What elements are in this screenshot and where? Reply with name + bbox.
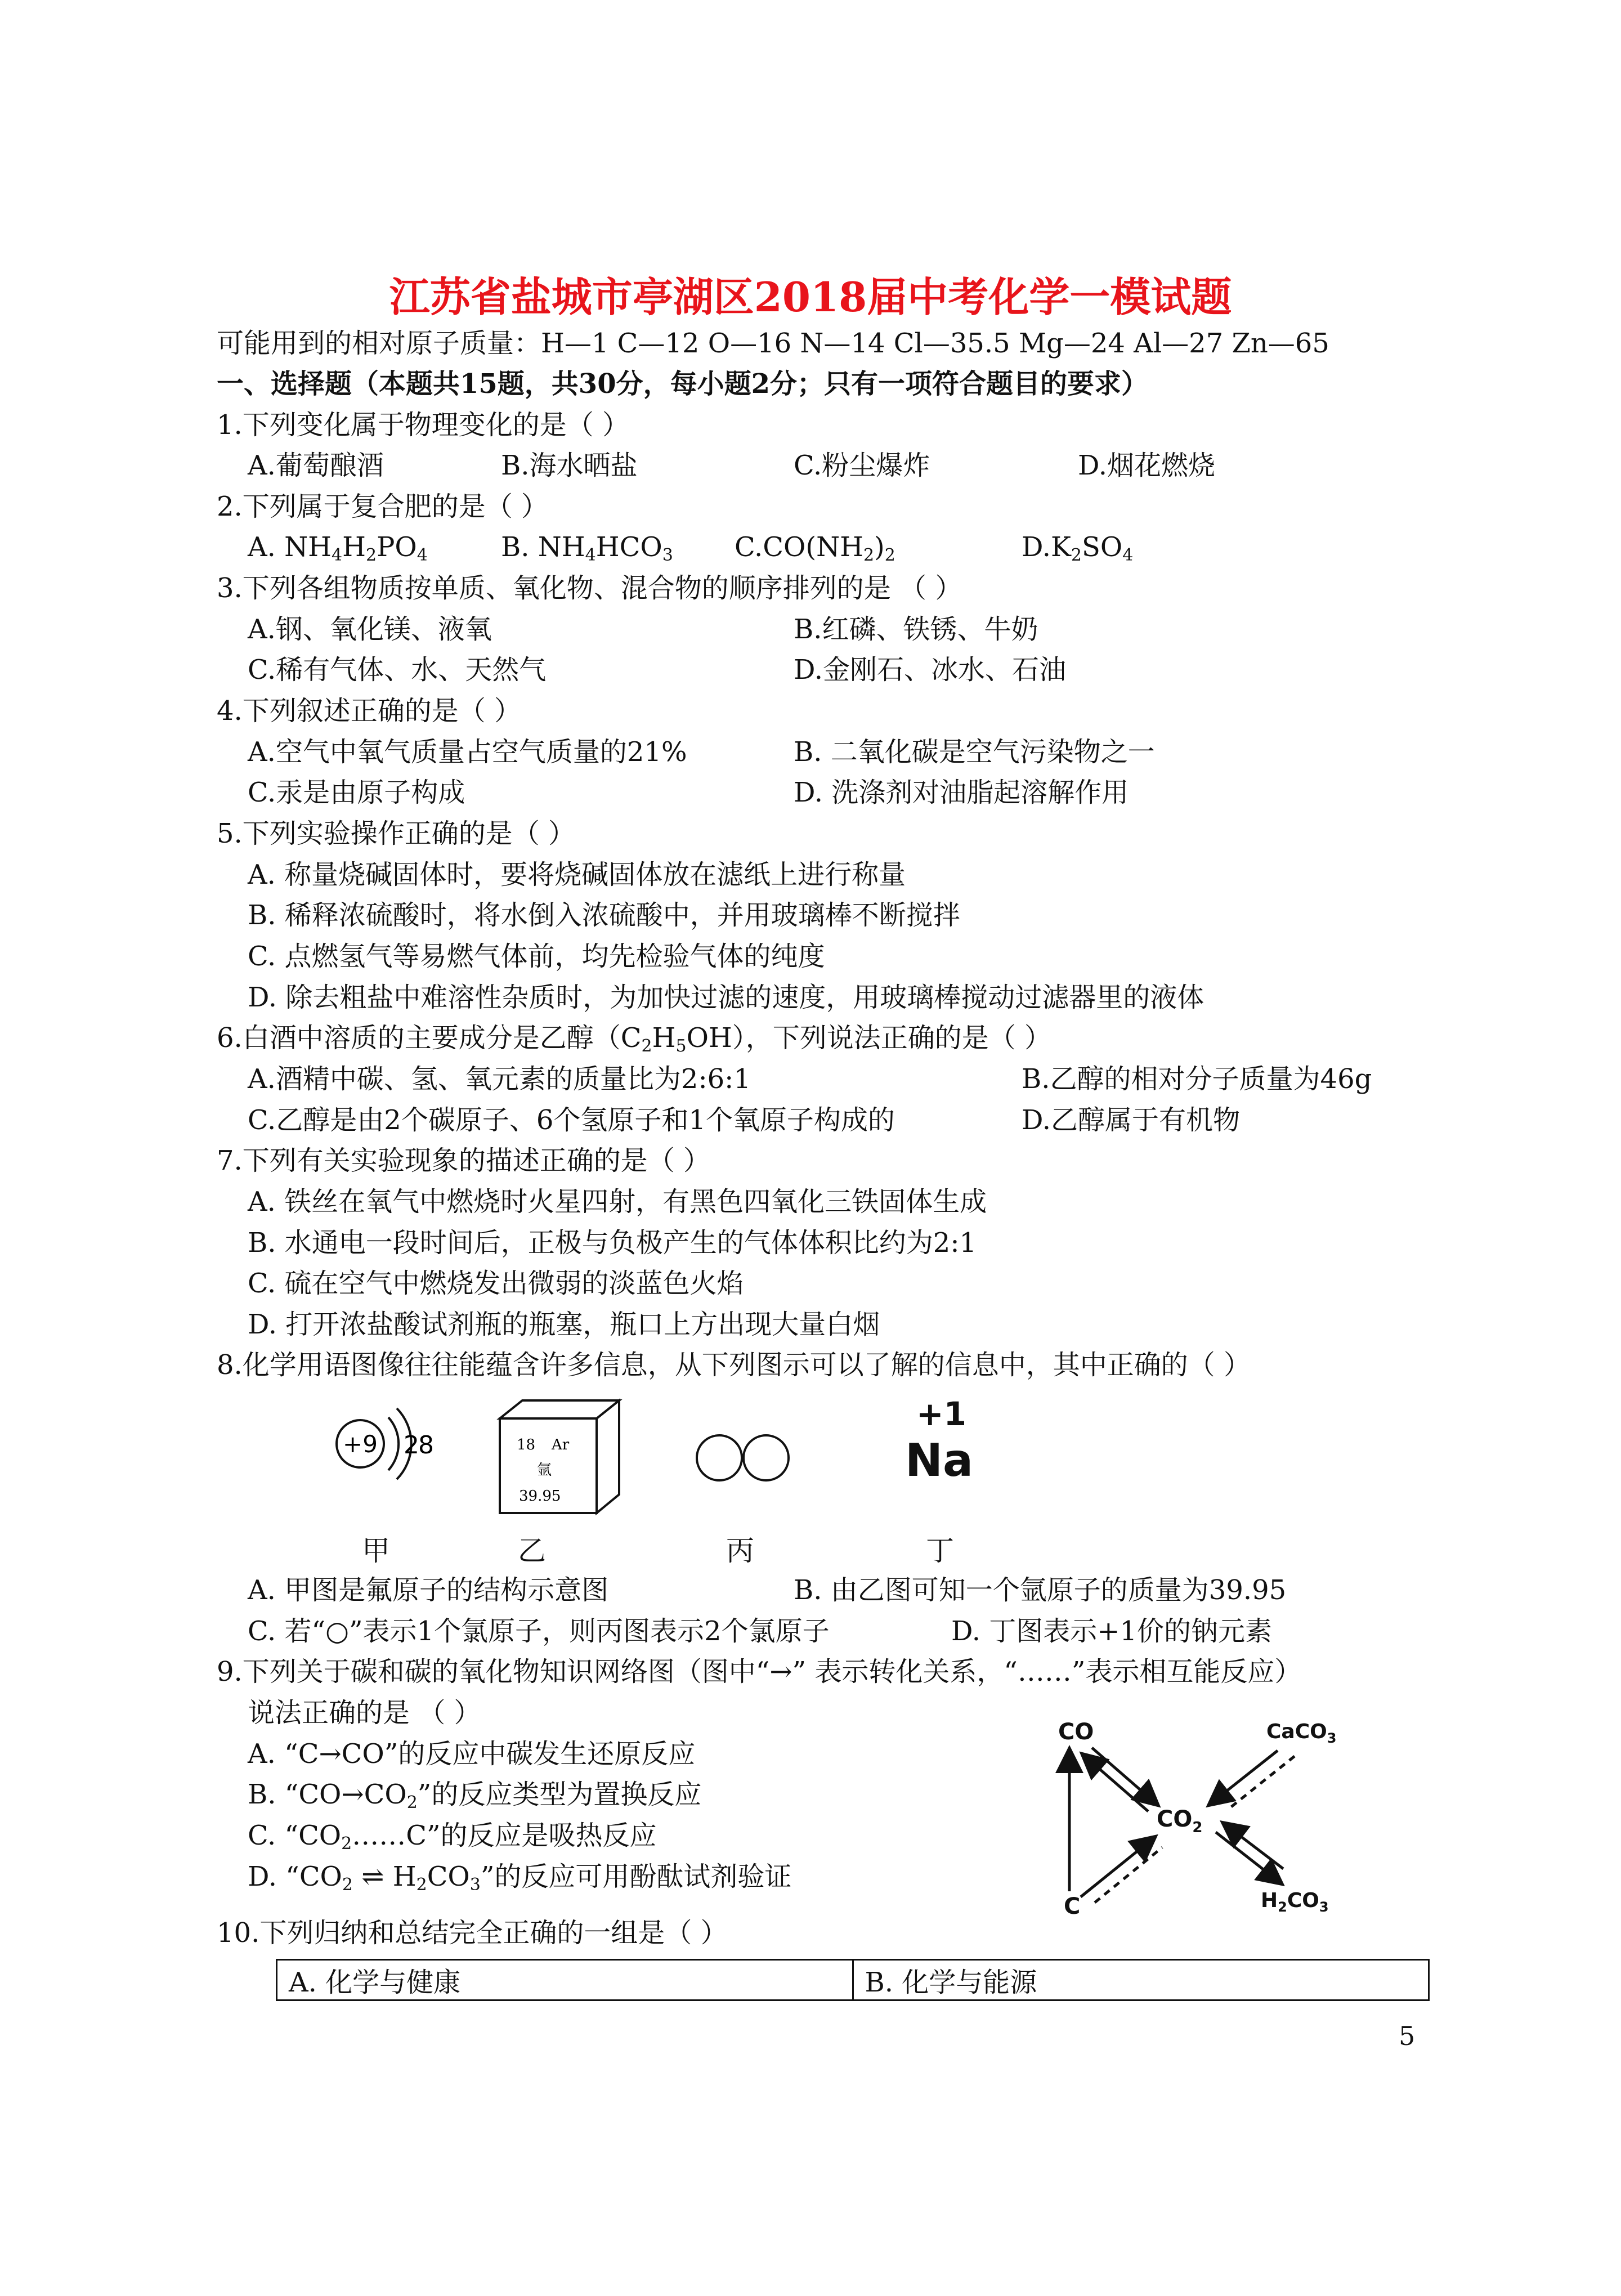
node-co: CO xyxy=(1058,1719,1094,1745)
q4-option-b: B. 二氧化碳是空气污染物之一 xyxy=(794,736,1155,768)
nucleus-charge: +9 xyxy=(343,1430,378,1458)
node-c: C xyxy=(1064,1894,1081,1919)
q4-option-a: A.空气中氧气质量占空气质量的21% xyxy=(248,736,687,768)
q1-option-b: B.海水晒盐 xyxy=(501,450,638,481)
caption-bing: 丙 xyxy=(726,1534,754,1567)
atomic-masses: 可能用到的相对原子质量：H—1 C—12 O—16 N—14 Cl—35.5 Mg—24 Al—27 Zn—65 xyxy=(217,328,1329,359)
electron-shell-1 xyxy=(388,1417,398,1470)
q3-option-d: D.金刚石、冰水、石油 xyxy=(794,654,1067,686)
node-co2: $CO_2$ xyxy=(1157,1806,1203,1836)
two-atoms-figure xyxy=(695,1430,794,1486)
q4-stem: 4.下列叙述正确的是（ ） xyxy=(217,695,522,727)
q10-table xyxy=(276,1959,1430,2001)
q7-option-c: C. 硫在空气中燃烧发出微弱的淡蓝色火焰 xyxy=(248,1268,744,1299)
q9-option-c: C. “$CO_2\dots\dots C$”的反应是吸热反应 xyxy=(248,1820,657,1854)
q6-option-a: A.酒精中碳、氢、氧元素的质量比为2:6:1 xyxy=(248,1063,751,1095)
q1-option-d: D.烟花燃烧 xyxy=(1078,450,1216,481)
electron-counts: 2 8 xyxy=(404,1431,429,1460)
q7-option-a: A. 铁丝在氧气中燃烧时火星四射，有黑色四氧化三铁固体生成 xyxy=(248,1186,987,1218)
q5-option-c: C. 点燃氢气等易燃气体前，均先检验气体的纯度 xyxy=(248,941,825,972)
q7-stem: 7.下列有关实验现象的描述正确的是（ ） xyxy=(217,1145,711,1176)
caption-jia: 甲 xyxy=(362,1534,390,1567)
q1-option-a: A.葡萄酿酒 xyxy=(248,450,384,481)
sodium-charge: +1 xyxy=(916,1395,966,1433)
q5-stem: 5.下列实验操作正确的是（ ） xyxy=(217,818,576,849)
caption-yi: 乙 xyxy=(518,1534,546,1567)
q10-stem: 10.下列归纳和总结完全正确的一组是（ ） xyxy=(217,1917,728,1949)
q8-option-a: A. 甲图是氟原子的结构示意图 xyxy=(248,1574,609,1606)
carbon-network-diagram xyxy=(1047,1711,1385,1925)
q5-option-a: A. 称量烧碱固体时，要将烧碱固体放在滤纸上进行称量 xyxy=(248,859,906,890)
q8-option-b: B. 由乙图可知一个氩原子的质量为39.95 xyxy=(794,1574,1287,1606)
q8-option-d: D. 丁图表示+1价的钠元素 xyxy=(951,1615,1273,1647)
q6-option-b: B.乙醇的相对分子质量为46g xyxy=(1022,1063,1372,1095)
element-symbol: Ar xyxy=(552,1436,570,1453)
q2-option-c: $C.CO(NH_2)_2$ xyxy=(735,531,895,565)
q5-option-b: B. 稀释浓硫酸时，将水倒入浓硫酸中，并用玻璃棒不断搅拌 xyxy=(248,899,960,931)
q6-option-c: C.乙醇是由2个碳原子、6个氢原子和1个氧原子构成的 xyxy=(248,1104,895,1136)
section-heading: 一、选择题（本题共15题，共30分，每小题2分；只有一项符合题目的要求） xyxy=(217,368,1148,400)
q5-option-d: D. 除去粗盐中难溶性杂质时，为加快过滤的速度，用玻璃棒搅动过滤器里的液体 xyxy=(248,982,1204,1013)
q2-option-a: A. $NH_4H_2PO_4$ xyxy=(248,531,428,565)
q3-option-b: B.红磷、铁锈、牛奶 xyxy=(794,614,1038,645)
q9-option-a: A. “C→CO”的反应中碳发生还原反应 xyxy=(248,1738,696,1770)
q3-stem: 3.下列各组物质按单质、氧化物、混合物的顺序排列的是 （ ） xyxy=(217,572,962,604)
element-name: 氩 xyxy=(537,1462,552,1479)
q6-option-d: D.乙醇属于有机物 xyxy=(1022,1104,1241,1136)
node-caco3: CaCO$_3$ xyxy=(1266,1720,1337,1746)
q10-col-a: A. 化学与健康 xyxy=(277,1960,853,2000)
q3-option-a: A.钢、氧化镁、液氧 xyxy=(248,614,492,645)
q1-stem: 1.下列变化属于物理变化的是（ ） xyxy=(217,409,630,441)
q9-option-b: B. “$CO\to CO_2$”的反应类型为置换反应 xyxy=(248,1779,702,1812)
q2-option-b: B. $NH_4HCO_3$ xyxy=(501,531,673,565)
q8-stem: 8.化学用语图像往往能蕴含许多信息，从下列图示可以了解的信息中，其中正确的（ ） xyxy=(217,1349,1251,1381)
q4-option-d: D. 洗涤剂对油脂起溶解作用 xyxy=(794,777,1129,808)
q2-option-d: $D.K_2SO_4$ xyxy=(1022,531,1134,565)
q2-stem: 2.下列属于复合肥的是（ ） xyxy=(217,491,549,522)
node-h2co3: $H_2CO_3$ xyxy=(1261,1889,1329,1915)
q9-option-d: D. “$CO_2$ ⇌ $H_2CO_3$”的反应可用酚酞试剂验证 xyxy=(248,1861,792,1895)
q10-col-b: B. 化学与能源 xyxy=(853,1960,1429,2000)
caption-ding: 丁 xyxy=(926,1534,954,1567)
atomic-mass: 39.95 xyxy=(519,1488,561,1505)
q8-option-c: C. 若“○”表示1个氯原子，则丙图表示2个氯原子 xyxy=(248,1615,830,1647)
atomic-number: 18 xyxy=(517,1436,536,1453)
q6-stem: 6.白酒中溶质的主要成分是乙醇$(C_2H_5OH)$，下列说法正确的是（ ） xyxy=(217,1022,1052,1056)
sodium-symbol: Na xyxy=(905,1434,973,1487)
q3-option-c: C.稀有气体、水、天然气 xyxy=(248,654,547,686)
q4-option-c: C.汞是由原子构成 xyxy=(248,777,465,808)
page-number: 5 xyxy=(1399,2021,1416,2051)
q7-option-d: D. 打开浓盐酸试剂瓶的瓶塞，瓶口上方出现大量白烟 xyxy=(248,1309,880,1340)
q1-option-c: C.粉尘爆炸 xyxy=(794,450,930,481)
page-title: 江苏省盐城市亭湖区2018届中考化学一模试题 xyxy=(389,273,1232,321)
q9-stem-2: 说法正确的是 （ ） xyxy=(248,1697,481,1729)
atom-structure-figure xyxy=(326,1402,439,1497)
q9-stem: 9.下列关于碳和碳的氧化物知识网络图（图中“→” 表示转化关系，“……”表示相互能反应） xyxy=(217,1656,1302,1688)
element-cube-figure xyxy=(495,1396,625,1520)
q7-option-b: B. 水通电一段时间后，正极与负极产生的气体体积比约为2:1 xyxy=(248,1227,977,1259)
